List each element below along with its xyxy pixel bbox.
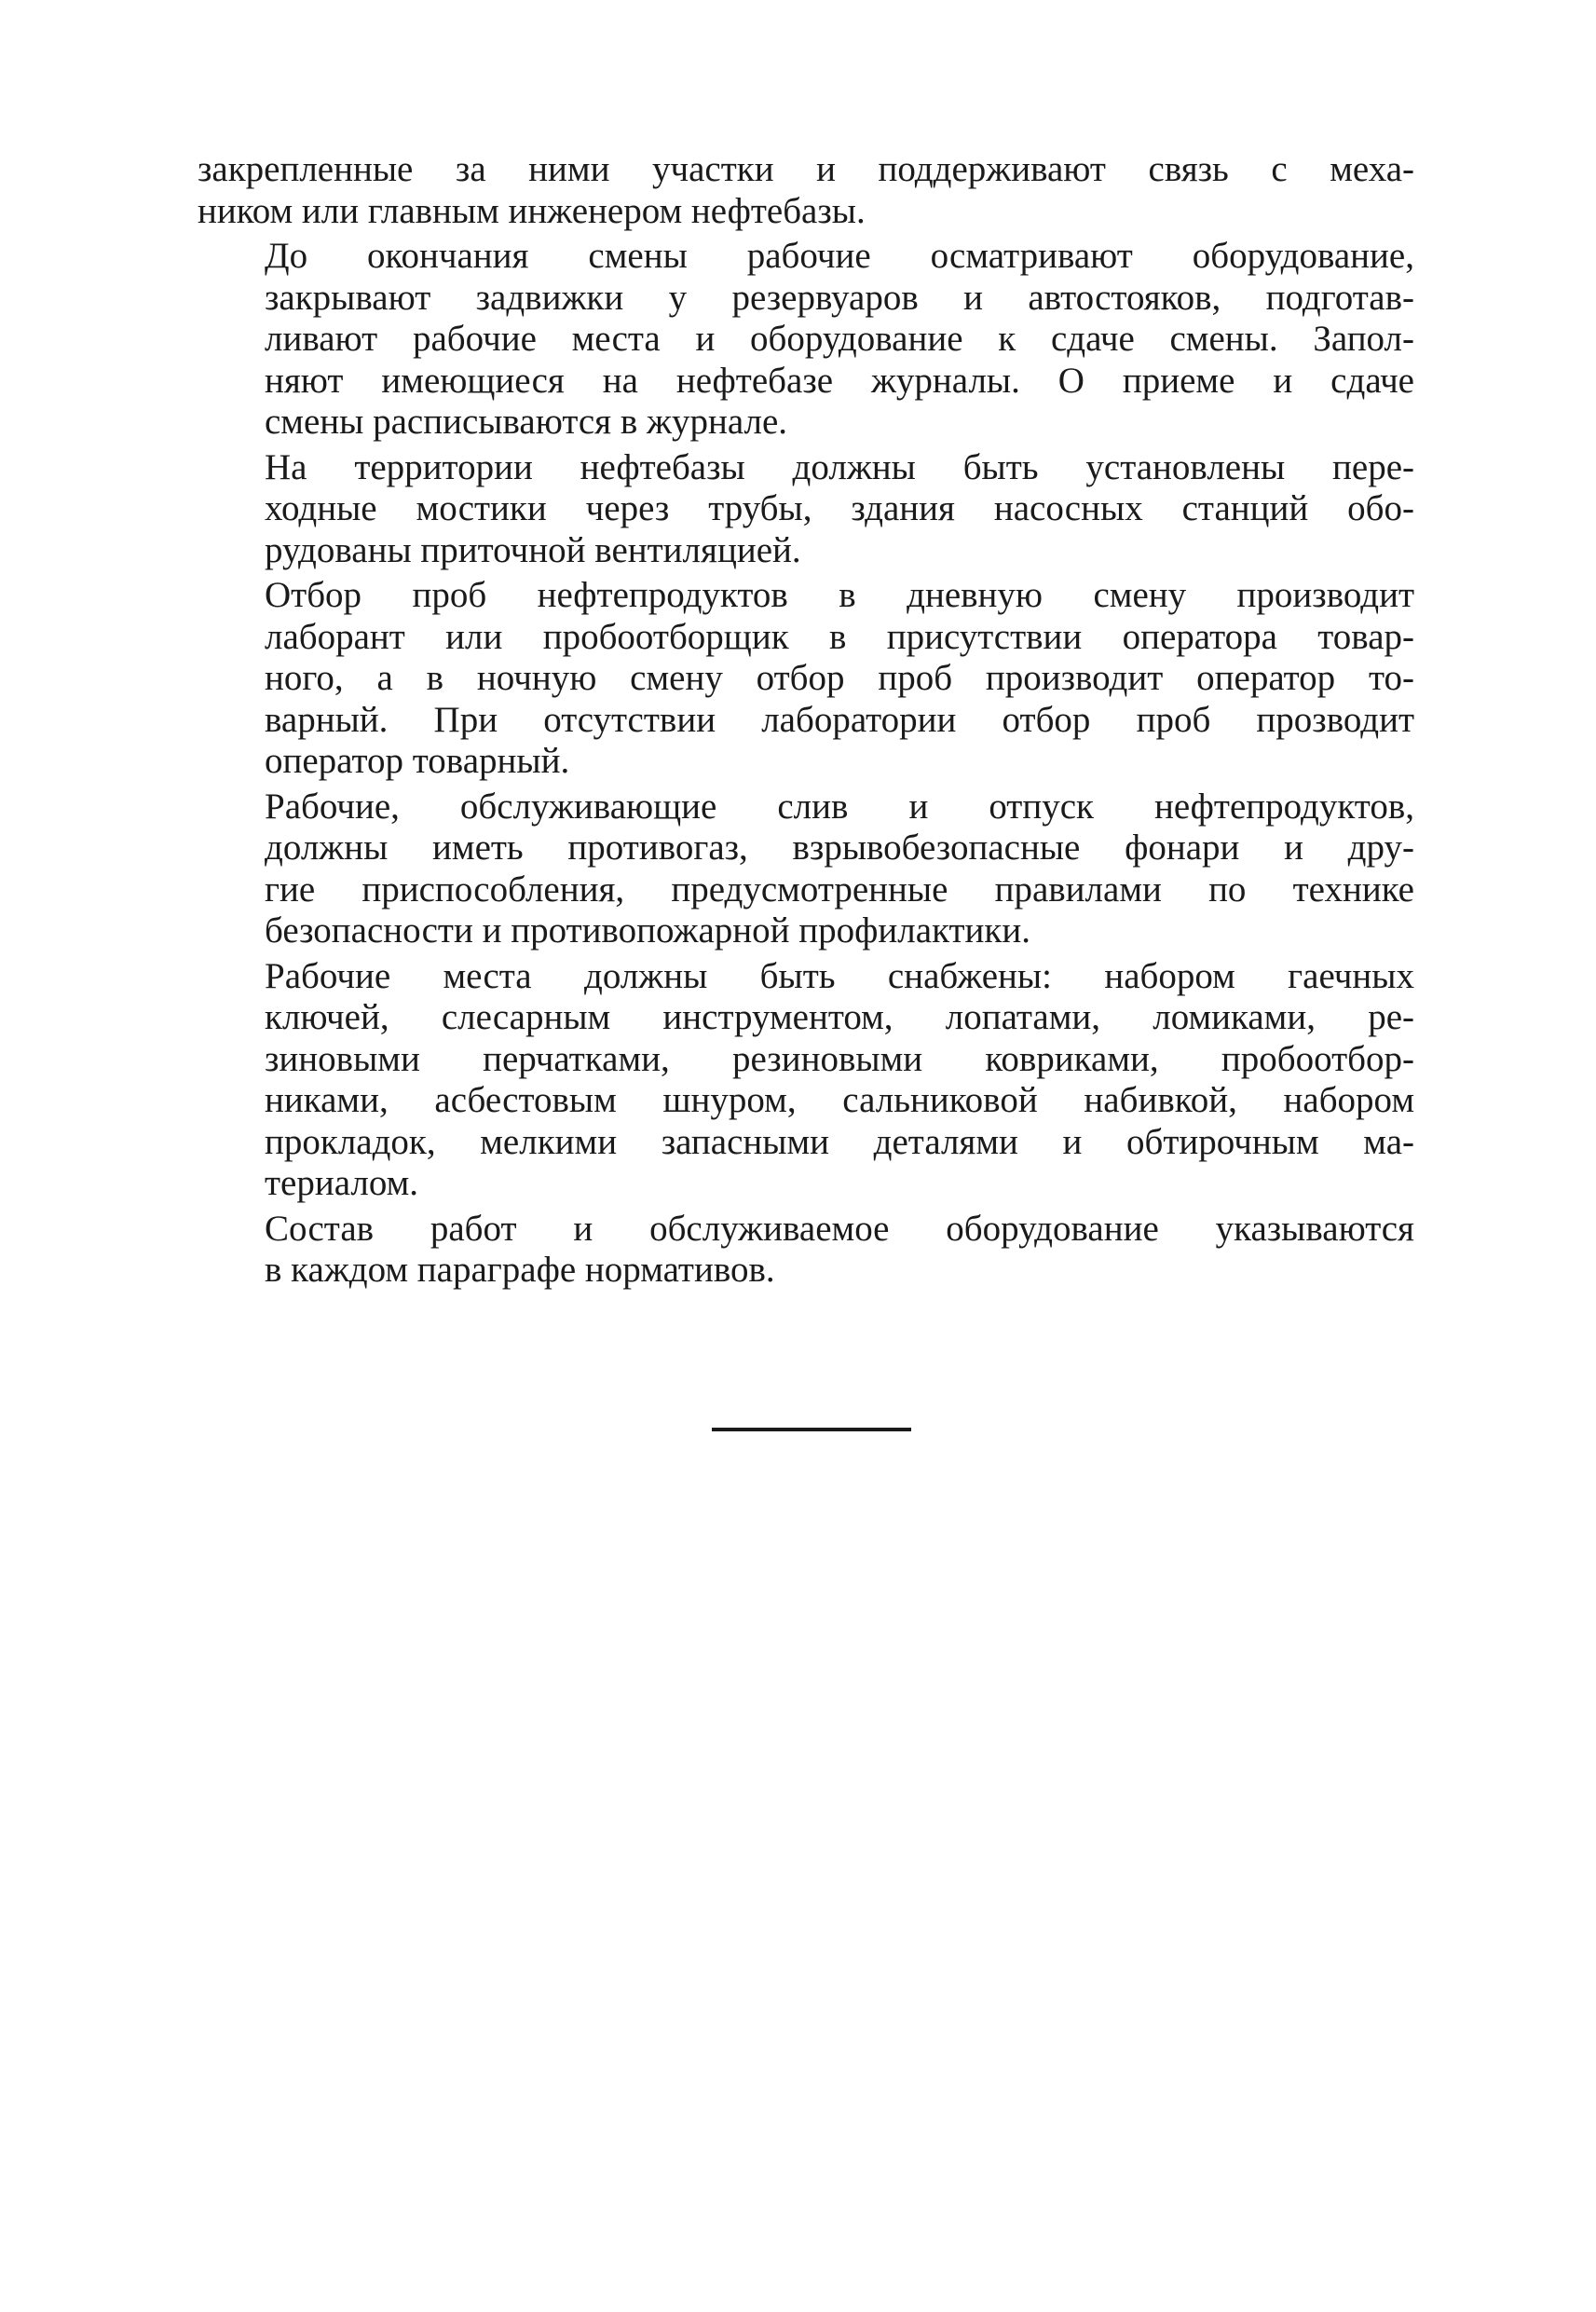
text-line: закрывают задвижки у резервуаров и автостояков, подготав- (265, 277, 1414, 318)
text-line: безопасности и противопожарной профилактики. (265, 910, 1030, 951)
text-line: смены расписываются в журнале. (265, 402, 788, 442)
section-divider (712, 1428, 911, 1431)
text-line: ходные мостики через трубы, здания насосных станций обо- (265, 488, 1414, 528)
document-page (198, 149, 1414, 1292)
text-line: оператор товарный. (265, 741, 570, 781)
text-line: Отбор проб нефтепродуктов в дневную смену производит (265, 575, 1414, 615)
text-line: варный. При отсутствии лаборатории отбор проб прозводит (265, 699, 1414, 740)
text-line: Рабочие места должны быть снабжены: набором гаечных (265, 955, 1414, 996)
paragraph-4 (198, 787, 1414, 952)
text-line: На территории нефтебазы должны быть установлены пере- (265, 446, 1414, 487)
text-line: должны иметь противогаз, взрывобезопасные фонари и дру- (265, 828, 1414, 868)
text-line: До окончания смены рабочие осматривают оборудование, (265, 236, 1414, 276)
text-line: ключей, слесарным инструментом, лопатами, ломиками, ре- (265, 997, 1414, 1037)
paragraph-6 (198, 1209, 1414, 1292)
paragraph-5 (198, 956, 1414, 1205)
text-line: рудованы приточной вентиляцией. (265, 529, 801, 570)
text-line: никами, асбестовым шнуром, сальниковой набивкой, набором (265, 1080, 1414, 1120)
text-line: прокладок, мелкими запасными деталями и обтирочным ма- (265, 1121, 1414, 1162)
text-line: ливают рабочие места и оборудование к сдаче смены. Запол- (265, 319, 1414, 359)
text-line: териалом. (265, 1163, 419, 1203)
text-line: закрепленные за ними участки и поддерживают связь с меха- (198, 149, 1414, 189)
text-line: ного, а в ночную смену отбор проб производит оператор то- (265, 658, 1414, 698)
paragraph-3 (198, 575, 1414, 783)
paragraph-1 (198, 236, 1414, 444)
text-line: в каждом параграфе нормативов. (265, 1250, 775, 1290)
paragraph-0 (198, 149, 1414, 232)
text-line: Рабочие, обслуживающие слив и отпуск нефтепродуктов, (265, 786, 1414, 827)
text-line: лаборант или пробоотборщик в присутствии оператора товар- (265, 616, 1414, 657)
text-line: зиновыми перчатками, резиновыми ковриками, пробоотбор- (265, 1038, 1414, 1079)
text-line: Состав работ и обслуживаемое оборудование указываются (265, 1208, 1414, 1249)
text-line: ником или главным инженером нефтебазы. (198, 190, 866, 231)
text-line: няют имеющиеся на нефтебазе журналы. О приеме и сдаче (265, 360, 1414, 401)
text-line: гие приспособления, предусмотренные правилами по технике (265, 869, 1414, 910)
paragraph-2 (198, 447, 1414, 572)
